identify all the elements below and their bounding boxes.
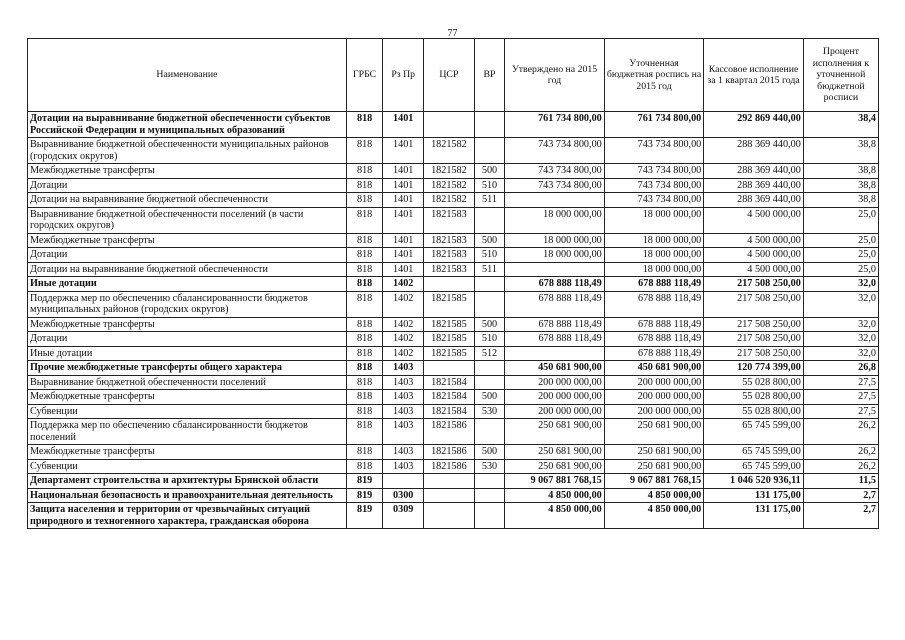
cell-refined: 743 734 800,00 <box>604 193 704 208</box>
cell-cash: 131 175,00 <box>704 503 804 529</box>
cell-approved: 200 000 000,00 <box>505 375 605 390</box>
cell-percent: 25,0 <box>803 262 878 277</box>
cell-rz: 1401 <box>383 233 424 248</box>
cell-grbs: 818 <box>346 291 383 317</box>
cell-name: Поддержка мер по обеспечению сбалансированности бюджетов поселений <box>28 419 347 445</box>
cell-rz: 1403 <box>383 419 424 445</box>
cell-name: Выравнивание бюджетной обеспеченности поселений (в части городских округов) <box>28 207 347 233</box>
cell-rz: 1402 <box>383 346 424 361</box>
cell-refined: 200 000 000,00 <box>604 375 704 390</box>
cell-percent: 25,0 <box>803 248 878 263</box>
cell-name: Дотации <box>28 248 347 263</box>
cell-approved: 743 734 800,00 <box>505 164 605 179</box>
cell-refined: 18 000 000,00 <box>604 233 704 248</box>
header-approved: Утверждено на 2015 год <box>505 39 605 112</box>
header-percent: Процент исполнения к уточненной бюджетной росписи <box>803 39 878 112</box>
cell-refined: 761 734 800,00 <box>604 112 704 138</box>
cell-approved: 9 067 881 768,15 <box>505 474 605 489</box>
cell-csr <box>424 474 475 489</box>
cell-cash: 65 745 599,00 <box>704 419 804 445</box>
table-row <box>28 488 879 503</box>
cell-percent: 26,2 <box>803 419 878 445</box>
cell-csr: 1821583 <box>424 207 475 233</box>
cell-percent: 32,0 <box>803 332 878 347</box>
cell-name: Межбюджетные трансферты <box>28 317 347 332</box>
table-header-row <box>28 39 879 112</box>
cell-csr <box>424 112 475 138</box>
cell-name: Межбюджетные трансферты <box>28 390 347 405</box>
cell-refined: 250 681 900,00 <box>604 445 704 460</box>
cell-grbs: 818 <box>346 277 383 292</box>
cell-csr <box>424 277 475 292</box>
cell-vr: 500 <box>474 390 504 405</box>
cell-cash: 288 369 440,00 <box>704 193 804 208</box>
cell-cash: 131 175,00 <box>704 488 804 503</box>
cell-name: Поддержка мер по обеспечению сбалансированности бюджетов муниципальных районов (городских округов) <box>28 291 347 317</box>
cell-grbs: 819 <box>346 474 383 489</box>
cell-rz: 1401 <box>383 178 424 193</box>
cell-csr: 1821582 <box>424 164 475 179</box>
cell-rz: 1403 <box>383 459 424 474</box>
cell-grbs: 819 <box>346 503 383 529</box>
cell-cash: 292 869 440,00 <box>704 112 804 138</box>
cell-grbs: 818 <box>346 459 383 474</box>
cell-grbs: 818 <box>346 361 383 376</box>
cell-vr <box>474 474 504 489</box>
cell-approved: 4 850 000,00 <box>505 503 605 529</box>
cell-approved: 18 000 000,00 <box>505 248 605 263</box>
cell-refined: 743 734 800,00 <box>604 138 704 164</box>
cell-cash: 288 369 440,00 <box>704 164 804 179</box>
cell-grbs: 818 <box>346 248 383 263</box>
cell-vr: 511 <box>474 193 504 208</box>
cell-percent: 26,2 <box>803 445 878 460</box>
cell-cash: 4 500 000,00 <box>704 262 804 277</box>
cell-percent: 32,0 <box>803 346 878 361</box>
cell-cash: 4 500 000,00 <box>704 207 804 233</box>
cell-percent: 25,0 <box>803 233 878 248</box>
cell-cash: 55 028 800,00 <box>704 404 804 419</box>
cell-rz: 1401 <box>383 138 424 164</box>
cell-csr: 1821583 <box>424 262 475 277</box>
cell-percent: 2,7 <box>803 503 878 529</box>
cell-vr <box>474 112 504 138</box>
cell-rz: 1403 <box>383 390 424 405</box>
table-row <box>28 262 879 277</box>
table-row <box>28 164 879 179</box>
cell-name: Защита населения и территории от чрезвычайных ситуаций природного и техногенного характера, гражданская оборона <box>28 503 347 529</box>
cell-approved: 4 850 000,00 <box>505 488 605 503</box>
cell-grbs: 818 <box>346 112 383 138</box>
cell-percent: 27,5 <box>803 390 878 405</box>
cell-refined: 4 850 000,00 <box>604 503 704 529</box>
cell-cash: 217 508 250,00 <box>704 291 804 317</box>
cell-vr <box>474 375 504 390</box>
cell-csr: 1821584 <box>424 375 475 390</box>
cell-vr <box>474 138 504 164</box>
cell-approved: 761 734 800,00 <box>505 112 605 138</box>
cell-approved: 200 000 000,00 <box>505 390 605 405</box>
cell-percent: 32,0 <box>803 291 878 317</box>
cell-cash: 65 745 599,00 <box>704 459 804 474</box>
cell-approved: 678 888 118,49 <box>505 277 605 292</box>
cell-vr <box>474 488 504 503</box>
cell-percent: 26,2 <box>803 459 878 474</box>
table-row <box>28 112 879 138</box>
cell-vr: 530 <box>474 404 504 419</box>
cell-refined: 200 000 000,00 <box>604 390 704 405</box>
cell-percent: 38,8 <box>803 178 878 193</box>
cell-vr <box>474 291 504 317</box>
cell-csr: 1821586 <box>424 459 475 474</box>
cell-name: Департамент строительства и архитектуры Брянской области <box>28 474 347 489</box>
cell-percent: 26,8 <box>803 361 878 376</box>
cell-refined: 200 000 000,00 <box>604 404 704 419</box>
cell-approved <box>505 262 605 277</box>
cell-refined: 18 000 000,00 <box>604 262 704 277</box>
cell-vr: 512 <box>474 346 504 361</box>
cell-approved: 250 681 900,00 <box>505 419 605 445</box>
cell-cash: 288 369 440,00 <box>704 138 804 164</box>
cell-rz: 1402 <box>383 291 424 317</box>
table-row <box>28 233 879 248</box>
cell-refined: 250 681 900,00 <box>604 419 704 445</box>
cell-refined: 743 734 800,00 <box>604 164 704 179</box>
cell-percent: 11,5 <box>803 474 878 489</box>
table-row <box>28 207 879 233</box>
cell-vr <box>474 361 504 376</box>
cell-csr: 1821582 <box>424 138 475 164</box>
cell-grbs: 818 <box>346 346 383 361</box>
cell-approved: 678 888 118,49 <box>505 317 605 332</box>
cell-refined: 678 888 118,49 <box>604 317 704 332</box>
cell-approved: 678 888 118,49 <box>505 332 605 347</box>
cell-csr: 1821586 <box>424 445 475 460</box>
cell-percent: 32,0 <box>803 277 878 292</box>
cell-grbs: 818 <box>346 233 383 248</box>
table-body <box>28 112 879 529</box>
cell-percent: 27,5 <box>803 375 878 390</box>
cell-approved: 250 681 900,00 <box>505 459 605 474</box>
cell-name: Дотации <box>28 178 347 193</box>
cell-grbs: 818 <box>346 419 383 445</box>
cell-rz: 1401 <box>383 164 424 179</box>
cell-refined: 4 850 000,00 <box>604 488 704 503</box>
cell-cash: 65 745 599,00 <box>704 445 804 460</box>
cell-csr: 1821585 <box>424 291 475 317</box>
cell-approved: 678 888 118,49 <box>505 291 605 317</box>
cell-csr: 1821583 <box>424 248 475 263</box>
cell-refined: 9 067 881 768,15 <box>604 474 704 489</box>
cell-rz: 0300 <box>383 488 424 503</box>
cell-grbs: 818 <box>346 332 383 347</box>
cell-approved: 743 734 800,00 <box>505 138 605 164</box>
cell-csr: 1821584 <box>424 404 475 419</box>
cell-name: Выравнивание бюджетной обеспеченности поселений <box>28 375 347 390</box>
table-row <box>28 193 879 208</box>
header-rz: Рз Пр <box>383 39 424 112</box>
cell-name: Выравнивание бюджетной обеспеченности муниципальных районов (городских округов) <box>28 138 347 164</box>
cell-name: Национальная безопасность и правоохранительная деятельность <box>28 488 347 503</box>
table-row <box>28 332 879 347</box>
header-cash: Кассовое исполнение за 1 квартал 2015 года <box>704 39 804 112</box>
cell-approved: 18 000 000,00 <box>505 233 605 248</box>
cell-grbs: 818 <box>346 317 383 332</box>
cell-vr: 511 <box>474 262 504 277</box>
cell-approved: 450 681 900,00 <box>505 361 605 376</box>
cell-csr: 1821583 <box>424 233 475 248</box>
cell-cash: 55 028 800,00 <box>704 390 804 405</box>
cell-cash: 1 046 520 936,11 <box>704 474 804 489</box>
header-csr: ЦСР <box>424 39 475 112</box>
cell-percent: 25,0 <box>803 207 878 233</box>
table-row <box>28 346 879 361</box>
cell-percent: 38,8 <box>803 138 878 164</box>
table-row <box>28 503 879 529</box>
cell-vr <box>474 277 504 292</box>
cell-refined: 678 888 118,49 <box>604 277 704 292</box>
cell-rz: 1401 <box>383 262 424 277</box>
table-row <box>28 419 879 445</box>
cell-name: Дотации <box>28 332 347 347</box>
table-row <box>28 459 879 474</box>
cell-csr: 1821582 <box>424 178 475 193</box>
cell-csr: 1821586 <box>424 419 475 445</box>
cell-name: Субвенции <box>28 459 347 474</box>
header-name: Наименование <box>28 39 347 112</box>
cell-rz: 1402 <box>383 332 424 347</box>
cell-vr: 510 <box>474 248 504 263</box>
cell-rz: 1403 <box>383 404 424 419</box>
cell-refined: 743 734 800,00 <box>604 178 704 193</box>
cell-percent: 2,7 <box>803 488 878 503</box>
cell-name: Субвенции <box>28 404 347 419</box>
table-row <box>28 361 879 376</box>
cell-csr: 1821582 <box>424 193 475 208</box>
cell-rz: 1401 <box>383 112 424 138</box>
cell-grbs: 818 <box>346 207 383 233</box>
cell-cash: 120 774 399,00 <box>704 361 804 376</box>
cell-grbs: 818 <box>346 375 383 390</box>
cell-refined: 678 888 118,49 <box>604 346 704 361</box>
cell-vr: 500 <box>474 317 504 332</box>
cell-grbs: 819 <box>346 488 383 503</box>
cell-vr: 500 <box>474 233 504 248</box>
cell-name: Дотации на выравнивание бюджетной обеспеченности <box>28 193 347 208</box>
cell-refined: 250 681 900,00 <box>604 459 704 474</box>
cell-refined: 450 681 900,00 <box>604 361 704 376</box>
cell-csr: 1821585 <box>424 332 475 347</box>
cell-cash: 217 508 250,00 <box>704 332 804 347</box>
cell-vr <box>474 503 504 529</box>
table-row <box>28 317 879 332</box>
cell-rz: 1403 <box>383 375 424 390</box>
cell-name: Иные дотации <box>28 346 347 361</box>
cell-rz: 1402 <box>383 277 424 292</box>
cell-rz <box>383 474 424 489</box>
table-row <box>28 178 879 193</box>
table-row <box>28 445 879 460</box>
cell-refined: 678 888 118,49 <box>604 291 704 317</box>
cell-grbs: 818 <box>346 138 383 164</box>
cell-grbs: 818 <box>346 164 383 179</box>
cell-cash: 217 508 250,00 <box>704 277 804 292</box>
cell-name: Иные дотации <box>28 277 347 292</box>
budget-table <box>27 38 879 529</box>
cell-name: Межбюджетные трансферты <box>28 445 347 460</box>
cell-approved: 200 000 000,00 <box>505 404 605 419</box>
cell-grbs: 818 <box>346 193 383 208</box>
cell-csr: 1821584 <box>424 390 475 405</box>
cell-approved: 743 734 800,00 <box>505 178 605 193</box>
cell-approved: 18 000 000,00 <box>505 207 605 233</box>
cell-csr <box>424 361 475 376</box>
cell-vr <box>474 419 504 445</box>
cell-cash: 217 508 250,00 <box>704 346 804 361</box>
cell-percent: 27,5 <box>803 404 878 419</box>
cell-grbs: 818 <box>346 445 383 460</box>
table-row <box>28 404 879 419</box>
cell-percent: 32,0 <box>803 317 878 332</box>
cell-name: Межбюджетные трансферты <box>28 233 347 248</box>
cell-cash: 4 500 000,00 <box>704 233 804 248</box>
cell-grbs: 818 <box>346 178 383 193</box>
cell-grbs: 818 <box>346 262 383 277</box>
cell-name: Дотации на выравнивание бюджетной обеспеченности <box>28 262 347 277</box>
cell-percent: 38,8 <box>803 193 878 208</box>
table-row <box>28 277 879 292</box>
cell-vr: 510 <box>474 178 504 193</box>
cell-name: Межбюджетные трансферты <box>28 164 347 179</box>
cell-rz: 1401 <box>383 248 424 263</box>
table-row <box>28 390 879 405</box>
table-row <box>28 375 879 390</box>
cell-grbs: 818 <box>346 390 383 405</box>
cell-vr: 530 <box>474 459 504 474</box>
cell-rz: 1403 <box>383 361 424 376</box>
cell-refined: 678 888 118,49 <box>604 332 704 347</box>
cell-cash: 217 508 250,00 <box>704 317 804 332</box>
table-row <box>28 248 879 263</box>
cell-percent: 38,8 <box>803 164 878 179</box>
cell-rz: 1401 <box>383 193 424 208</box>
table-row <box>28 291 879 317</box>
cell-approved <box>505 346 605 361</box>
cell-csr <box>424 503 475 529</box>
cell-csr <box>424 488 475 503</box>
cell-vr: 510 <box>474 332 504 347</box>
cell-csr: 1821585 <box>424 317 475 332</box>
cell-rz: 1403 <box>383 445 424 460</box>
table-row <box>28 138 879 164</box>
cell-cash: 288 369 440,00 <box>704 178 804 193</box>
cell-vr <box>474 207 504 233</box>
page-number: 77 <box>447 28 458 39</box>
cell-rz: 1401 <box>383 207 424 233</box>
cell-refined: 18 000 000,00 <box>604 207 704 233</box>
table-row <box>28 474 879 489</box>
header-vr: ВР <box>474 39 504 112</box>
cell-approved: 250 681 900,00 <box>505 445 605 460</box>
cell-rz: 0309 <box>383 503 424 529</box>
cell-percent: 38,4 <box>803 112 878 138</box>
cell-csr: 1821585 <box>424 346 475 361</box>
cell-approved <box>505 193 605 208</box>
cell-vr: 500 <box>474 445 504 460</box>
cell-rz: 1402 <box>383 317 424 332</box>
cell-name: Дотации на выравнивание бюджетной обеспеченности субъектов Российской Федерации и муниципальных образований <box>28 112 347 138</box>
cell-cash: 4 500 000,00 <box>704 248 804 263</box>
cell-name: Прочие межбюджетные трансферты общего характера <box>28 361 347 376</box>
cell-refined: 18 000 000,00 <box>604 248 704 263</box>
header-grbs: ГРБС <box>346 39 383 112</box>
header-refined: Уточненная бюджетная роспись на 2015 год <box>604 39 704 112</box>
cell-vr: 500 <box>474 164 504 179</box>
cell-cash: 55 028 800,00 <box>704 375 804 390</box>
cell-grbs: 818 <box>346 404 383 419</box>
